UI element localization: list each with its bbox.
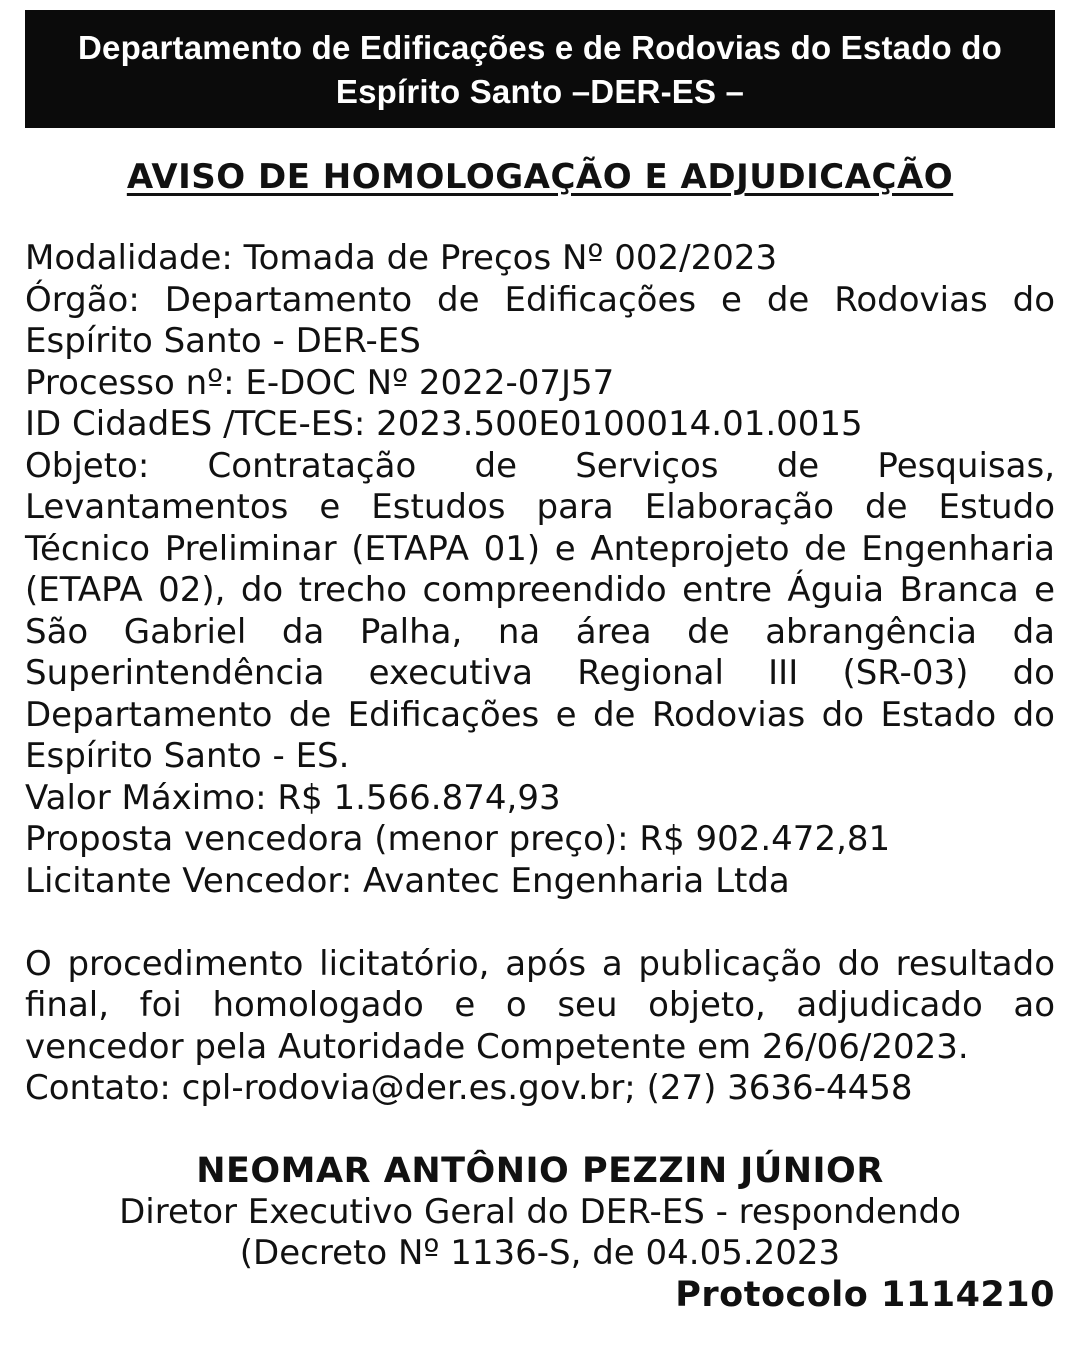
field-modalidade: Modalidade: Tomada de Preços Nº 002/2023 xyxy=(25,238,778,278)
header-line-1: Departamento de Edificações e de Rodovias do Estado do xyxy=(77,29,1002,66)
signatory-decree: (Decreto Nº 1136-S, de 04.05.2023 xyxy=(239,1232,841,1273)
field-orgao: Órgão: Departamento de Edificações e de Rodovias do Espírito Santo - DER-ES xyxy=(25,279,1055,361)
paragraph-spacer xyxy=(25,902,1055,944)
procedure-paragraph: O procedimento licitatório, após a publicação do resultado final, foi homologado e o seu objeto, adjudicado ao vencedor pela Autoridade Competente em 26/06/2023. xyxy=(25,943,1055,1067)
field-proposta-vencedora: Proposta vencedora (menor preço): R$ 902.472,81 xyxy=(25,819,891,859)
notice-body xyxy=(25,238,1055,1110)
field-valor-maximo: Valor Máximo: R$ 1.566.874,93 xyxy=(25,777,561,818)
notice-title: AVISO DE HOMOLOGAÇÃO E ADJUDICAÇÃO xyxy=(126,157,954,197)
field-id-cidades: ID CidadES /TCE-ES: 2023.500E0100014.01.0015 xyxy=(25,404,863,444)
header-banner xyxy=(25,10,1055,128)
signature-block xyxy=(25,1150,1055,1274)
contact-line: Contato: cpl-rodovia@der.es.gov.br; (27) 3636-4458 xyxy=(25,1068,913,1108)
field-processo: Processo nº: E-DOC Nº 2022-07J57 xyxy=(25,362,615,403)
field-licitante-vencedor: Licitante Vencedor: Avantec Engenharia Ltda xyxy=(25,860,790,901)
signatory-name: NEOMAR ANTÔNIO PEZZIN JÚNIOR xyxy=(196,1150,884,1191)
protocol-number: Protocolo 1114210 xyxy=(675,1274,1055,1315)
header-line-2: Espírito Santo –DER-ES – xyxy=(335,73,745,110)
signatory-role: Diretor Executivo Geral do DER-ES - respondendo xyxy=(119,1191,961,1232)
notice-page xyxy=(25,10,1055,1316)
field-objeto: Objeto: Contratação de Serviços de Pesquisas, Levantamentos e Estudos para Elaboração de Estudo Técnico Preliminar (ETAPA 01) e Anteprojeto de Engenharia (ETAPA 02), do trecho compreendido entre Águia Branca e São Gabriel da Palha, na área de abrangência da Superintendência executiva Regional III (SR-03) do Departamento de Edificações e de Rodovias do Estado do Espírito Santo - ES. xyxy=(25,445,1055,776)
